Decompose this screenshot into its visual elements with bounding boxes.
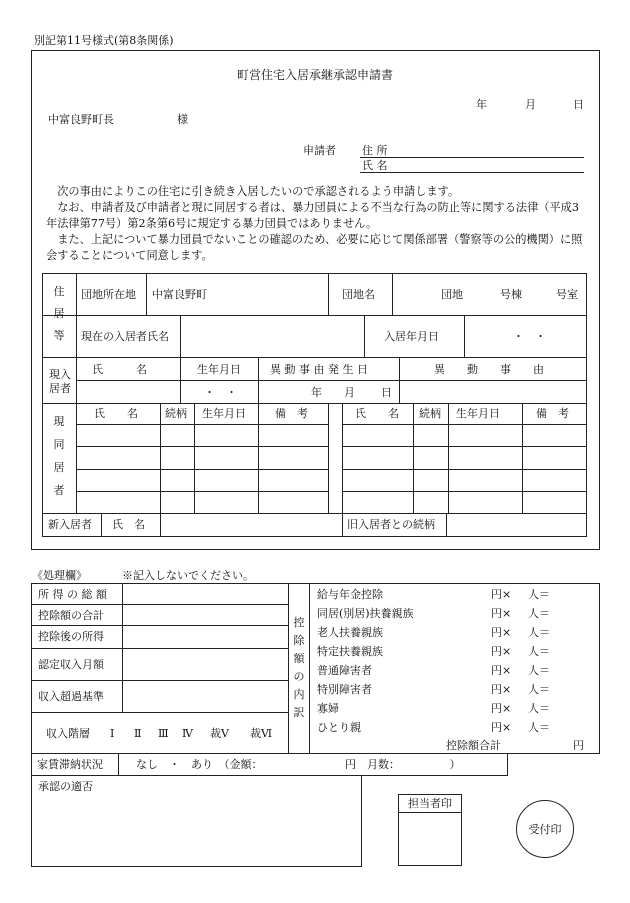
new-tenant-name-label: 氏 名 [112,518,145,531]
new-tenant-label: 新入居者 [48,518,92,531]
move-in-date-dots[interactable]: ・ ・ [513,330,546,343]
applicant-name-line[interactable] [360,172,584,173]
staff-seal-label: 担当者印 [408,797,452,810]
income-class-label: 収入階層 [46,727,90,740]
declaration-paragraph-2: なお、申請者及び申請者と現に同居する者は、暴力団員による不当な行為の防止等に関する法律（平成3年法律第77号）第2条第6号に規定する暴力団員ではありません。 [46,201,579,230]
tenant-name-header: 氏 名 [92,363,147,376]
total-deduction-label: 控除額の合計 [38,609,104,622]
received-seal-label: 受付印 [528,823,562,836]
income-class-1[interactable]: Ⅰ [110,727,115,740]
deduction-item: ひとり親 [317,721,361,734]
income-class-4[interactable]: Ⅳ [182,727,193,740]
persons-eq: 人＝ [528,607,550,620]
tenant-birth-header: 生年月日 [197,363,241,376]
income-class-5[interactable]: 裁Ⅴ [210,727,229,740]
date-year: 年 [476,98,487,111]
processing-box [31,583,600,754]
deduction-item: 老人扶養親族 [317,626,383,639]
date-day: 日 [573,98,584,111]
income-class-6[interactable]: 裁Ⅵ [250,727,273,740]
yen-times: 円× [491,721,512,734]
form-title: 町営住宅入居承継承認申請書 [236,68,393,82]
total-income-label: 所 得 の 総 額 [38,588,107,601]
addressee: 中富良野町長 [48,113,114,126]
deduction-item: 特定扶養親族 [317,645,383,658]
move-in-date-label: 入居年月日 [384,330,439,343]
cohabitant-note-header-right: 備 考 [536,407,569,420]
applicant-name-label: 氏 名 [362,159,388,172]
cohabitant-relation-header-right: 続柄 [419,407,441,420]
income-class-2[interactable]: Ⅱ [134,727,142,740]
event-reason-header: 異 動 事 由 [434,363,544,376]
event-day: 日 [381,386,392,399]
tenant-birth-dots[interactable]: ・ ・ [204,386,237,399]
danchi-location-value[interactable]: 中富良野町 [152,288,207,301]
building-number-label: 号棟 [500,288,522,301]
current-tenant-name-label: 現在の入居者氏名 [81,330,169,343]
persons-eq: 人＝ [528,683,550,696]
deduction-item: 同居(別居)扶養親族 [317,607,414,620]
deduction-item: 給与年金控除 [317,588,383,601]
deduction-total-yen: 円 [573,739,584,752]
event-date-header: 異 動 事 由 発 生 日 [270,363,368,376]
current-tenant-side-label: 現入 居者 [49,368,71,395]
persons-eq: 人＝ [528,626,550,639]
danchi-location-label: 団地所在地 [81,288,136,301]
event-month: 月 [344,386,355,399]
yen-times: 円× [491,645,512,658]
income-excess-standard-label: 収入超過基準 [38,690,104,703]
residence-side-label: 住 居 等 [53,285,65,342]
honorific: 様 [177,113,188,126]
danchi-name-label: 団地名 [342,288,375,301]
cohabitant-note-header-left: 備 考 [275,407,308,420]
form-reference: 別記第11号様式(第8条関係) [34,34,174,47]
declaration-text [46,184,586,264]
income-class-3[interactable]: Ⅲ [158,727,169,740]
event-year: 年 [311,386,322,399]
yen-times: 円× [491,607,512,620]
persons-eq: 人＝ [528,721,550,734]
persons-eq: 人＝ [528,645,550,658]
yen-times: 円× [491,702,512,715]
yen-times: 円× [491,626,512,639]
persons-eq: 人＝ [528,588,550,601]
deduction-item: 寡婦 [317,702,339,715]
processing-title: 《処理欄》 [32,569,87,582]
cohabitant-name-header-right: 氏 名 [355,407,399,420]
danchi-unit-label: 団地 [441,288,463,301]
cohabitants-side-label: 現 同 居 者 [53,415,65,497]
room-number-label: 号室 [556,288,578,301]
cohabitant-birth-header-left: 生年月日 [202,407,246,420]
cohabitant-birth-header-right: 生年月日 [456,407,500,420]
deduction-total-label: 控除額合計 [446,739,501,752]
relation-to-former-tenant-label: 旧入居者との続柄 [347,518,435,531]
persons-eq: 人＝ [528,664,550,677]
certified-monthly-income-label: 認定収入月額 [38,658,104,671]
tenancy-table [42,273,587,537]
date-month: 月 [525,98,536,111]
rent-arrears-label: 家賃滞納状況 [37,758,103,771]
applicant-label: 申請者 [303,144,336,157]
yen-times: 円× [491,588,512,601]
deduction-breakdown-side-label: 控 除 額 の 内 訳 [293,616,305,719]
processing-note: ※記入しないでください。 [122,569,254,582]
declaration-paragraph-1: 次の事由によりこの住宅に引き続き入居したいので承認されるよう申請します。 [57,185,460,198]
rent-arrears-value[interactable]: なし ・ あり （金額： 円 月数： ） [136,758,461,771]
yen-times: 円× [491,664,512,677]
cohabitant-relation-header-left: 続柄 [165,407,187,420]
declaration-paragraph-3: また、上記について暴力団員でないことの確認のため、必要に応じて関係部署（警察等の公的機関）に照会することについて同意します。 [46,233,583,262]
cohabitant-name-header-left: 氏 名 [94,407,138,420]
applicant-address-label: 住 所 [362,144,388,157]
approval-label: 承認の適否 [38,780,93,793]
applicant-address-line[interactable] [360,157,584,158]
persons-eq: 人＝ [528,702,550,715]
deduction-item: 普通障害者 [317,664,372,677]
deduction-item: 特別障害者 [317,683,372,696]
yen-times: 円× [491,683,512,696]
income-after-deduction-label: 控除後の所得 [38,630,104,643]
